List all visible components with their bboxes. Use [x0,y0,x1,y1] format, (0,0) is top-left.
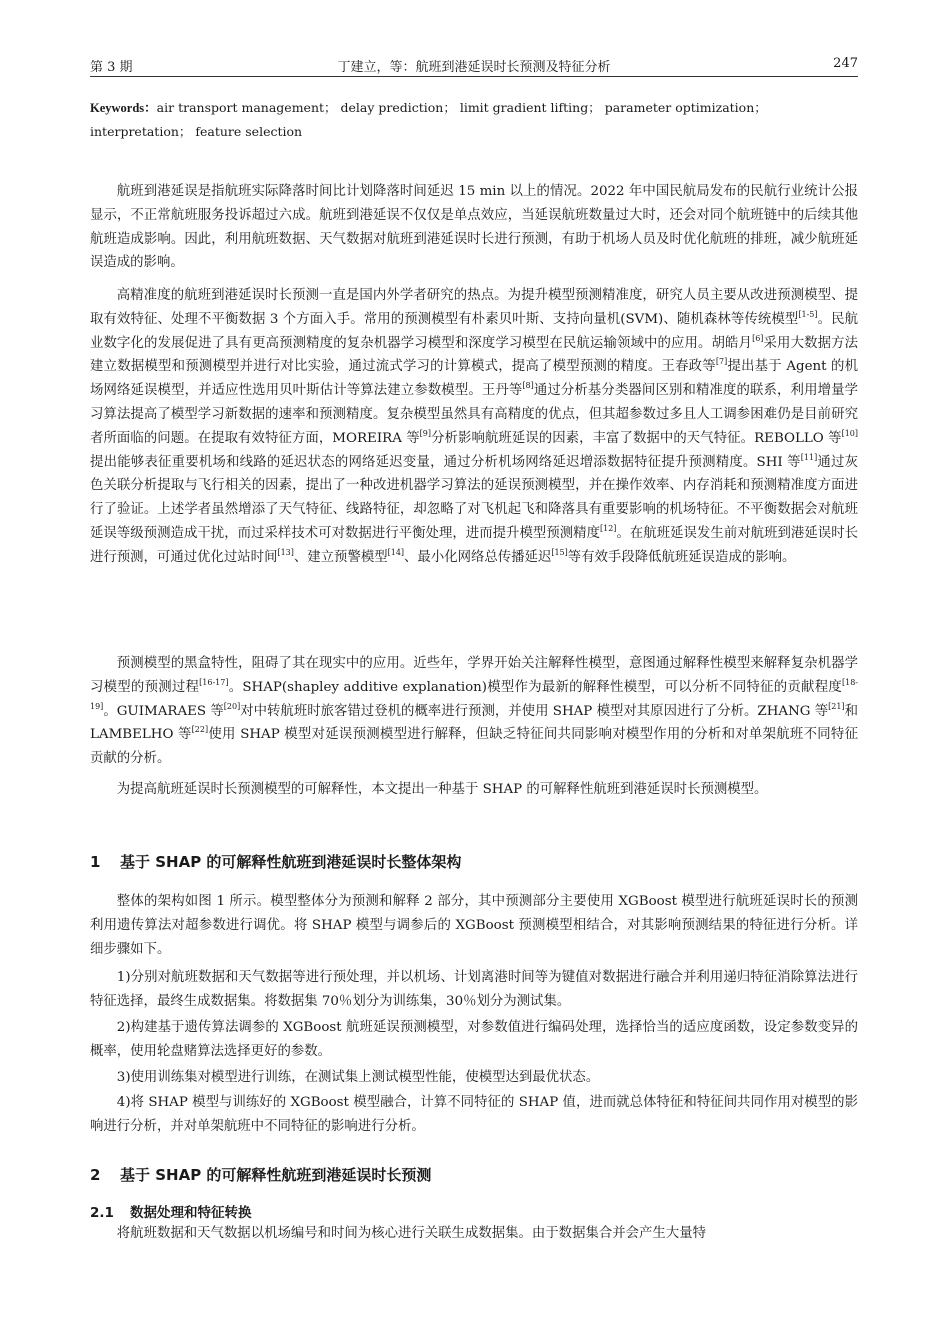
p3-text: 。SHAP(shapley additive explanation)模型作为最新的解释性模型，可以分析不同特征的贡献程度 [228,679,842,695]
running-title: 丁建立，等：航班到港延误时长预测及特征分析 [337,60,611,75]
citation: [6] [752,333,764,343]
subsection-2-1-number: 2.1 [90,1205,114,1221]
p2-text: 高精准度的航班到港延误时长预测一直是国内外学者研究的热点。为提升模型预测精准度，研究人员主要从改进预测模型、提取有效特征、处理不平衡数据 3 个方面入手。常用的预测模型有朴素贝叶斯、支持向量机(SVM)、随机森林等传统模型 [90,288,858,327]
citation: [14] [387,547,405,557]
p3-text: 使用 SHAP 模型对延误预测模型进行解释，但缺乏特征间共同影响对模型作用的分析和对单架航班不同特征贡献的分析。 [90,727,858,767]
step-3: 3)使用训练集对模型进行训练，在测试集上测试模型性能，使模型达到最优状态。 [116,1070,600,1085]
citation: [8] [522,381,534,391]
citation: [18-19] [90,677,859,711]
subsection-2-1-heading [90,1201,252,1221]
citation: [22] [191,725,209,735]
citation: [11] [800,452,818,462]
keywords-text: air transport management； delay prediction； limit gradient lifting； parameter optimization； interpretation； feature selection [90,100,767,139]
p2-text: 提出基于 Agent 的机场网络延误模型，并适应性选用贝叶斯估计等算法建立参数模型。王丹等 [90,359,859,399]
p2-text: 采用大数据方法建立数据模型和预测模型并进行对比实验，通过流式学习的计算模式，提高了模型预测的精度。王春政等 [90,335,859,375]
p2-text: 。民航业数字化的发展促进了具有更高预测精度的复杂机器学习模型和深度学习模型在民航运输领域中的应用。胡皓月 [90,311,858,351]
step-4: 4)将 SHAP 模型与训练好的 XGBoost 模型融合，计算不同特征的 SHAP 值，进而就总体特征和特征间共同作用对模型的影响进行分析，并对单架航班中不同特征的影响进行分析。 [90,1095,858,1134]
intro-paragraph-2 [90,284,858,570]
intro-paragraph-3 [90,652,858,771]
section-1-title: 基于 SHAP 的可解释性航班到港延误时长整体架构 [120,853,462,871]
section-2-title: 基于 SHAP 的可解释性航班到港延误时长预测 [120,1166,432,1184]
p2-text: 等有效手段降低航班延误造成的影响。 [567,549,796,565]
citation: [7] [715,357,728,367]
p2-text: 分析影响航班延误的因素，丰富了数据中的天气特征。REBOLLO 等 [431,430,842,446]
step-1: 1)分别对航班数据和天气数据等进行预处理，并以机场、计划离港时间等为键值对数据进行融合并利用递归特征消除算法进行特征选择，最终生成数据集。将数据集 70％划分为训练集，30％划分为测试集。 [90,970,858,1009]
citation: [13] [277,547,294,557]
subsection-2-1-title: 数据处理和特征转换 [130,1205,252,1221]
p2-text: 通过灰色关联分析提取与飞行相关的因素，提出了一种改进机器学习算法的延误预测模型，并在操作效率、内存消耗和预测精准度方面进行了验证。上述学者虽然增添了天气特征、线路特征，却忽略了对飞机起飞和降落具有重要影响的机场特征。不平衡数据会对航班延误等级预测造成干扰，而过采样技术可对数据进行平衡处理，进而提升模型预测精度 [90,454,858,541]
section-2-heading [90,1164,431,1185]
p2-text: 提出能够表征重要机场和线路的延迟状态的网络延迟变量，通过分析机场网络延迟增添数据特征提升预测精度。SHI 等 [90,454,801,470]
intro-paragraph-4: 为提高航班延误时长预测模型的可解释性，本文提出一种基于 SHAP 的可解释性航班到港延误时长预测模型。 [116,782,768,797]
p3-text: 。GUIMARAES 等 [103,703,224,719]
p2-text: 通过分析基分类器间区别和精准度的联系，利用增量学习算法提高了模型学习新数据的速率和预测精度。复杂模型虽然具有高精度的优点，但其超参数过多且人工调参困难仍是目前研究者所面临的问题。在提取有效特征方面，MOREIRA 等 [90,383,858,446]
step-2: 2)构建基于遗传算法调参的 XGBoost 航班延误预测模型，对参数值进行编码处理，选择恰当的适应度函数，设定参数变异的概率，使用轮盘赌算法选择更好的参数。 [90,1020,858,1059]
intro-paragraph-1: 航班到港延误是指航班实际降落时间比计划降落时间延迟 15 min 以上的情况。2022 年中国民航局发布的民航行业统计公报显示，不正常航班服务投诉超过六成。航班到港延误不仅仅是单点效应，当延误航班数量过大时，还会对同个航班链中的后续其他航班造成影响。因此，利用航班数据、天气数据对航班到港延误时长进行预测，有助于机场人员及时优化航班的排班，减少航班延误造成的影响。 [90,184,858,271]
p3-text: 对中转航班时旅客错过登机的概率进行预测，并使用 SHAP 模型对其原因进行了分析。ZHANG 等 [240,703,829,719]
citation: [1-5] [798,309,818,319]
section-1-number: 1 [90,853,101,871]
section-1-paragraph: 整体的架构如图 1 所示。模型整体分为预测和解释 2 部分，其中预测部分主要使用 XGBoost 模型进行航班延误时长的预测利用遗传算法对超参数进行调优。将 SHAP 模型与调参后的 XGBoost 预测模型相结合，对其影响预测结果的特征进行分析。详细步骤如下。 [90,894,858,957]
p3-text: 和 LAMBELHO 等 [90,703,858,743]
p2-text: 。在航班延误发生前对航班到港延误时长进行预测，可通过优化过站时间 [90,525,858,565]
citation: [12] [600,523,617,533]
section-2-number: 2 [90,1166,101,1184]
citation: [15] [551,547,568,557]
subsection-2-1-paragraph: 将航班数据和天气数据以机场编号和时间为核心进行关联生成数据集。由于数据集合并会产生大量特 [116,1226,706,1241]
p2-text: 、最小化网络总传播延迟 [404,549,552,565]
section-1-heading [90,851,461,872]
citation: [10] [841,428,858,438]
keywords-block [90,96,858,143]
p3-text: 预测模型的黑盒特性，阻碍了其在现实中的应用。近些年，学界开始关注解释性模型，意图通过解释性模型来解释复杂机器学习模型的预测过程 [90,656,858,695]
citation: [9] [419,428,431,438]
citation: [16-17] [199,677,229,687]
running-header [90,54,858,77]
citation: [20] [223,701,241,711]
issue-label: 第 3 期 [90,60,133,75]
page-number: 247 [833,56,858,71]
p2-text: 、建立预警模型 [293,549,388,565]
keywords-label: Keywords： [90,101,157,115]
citation: [21] [828,701,845,711]
